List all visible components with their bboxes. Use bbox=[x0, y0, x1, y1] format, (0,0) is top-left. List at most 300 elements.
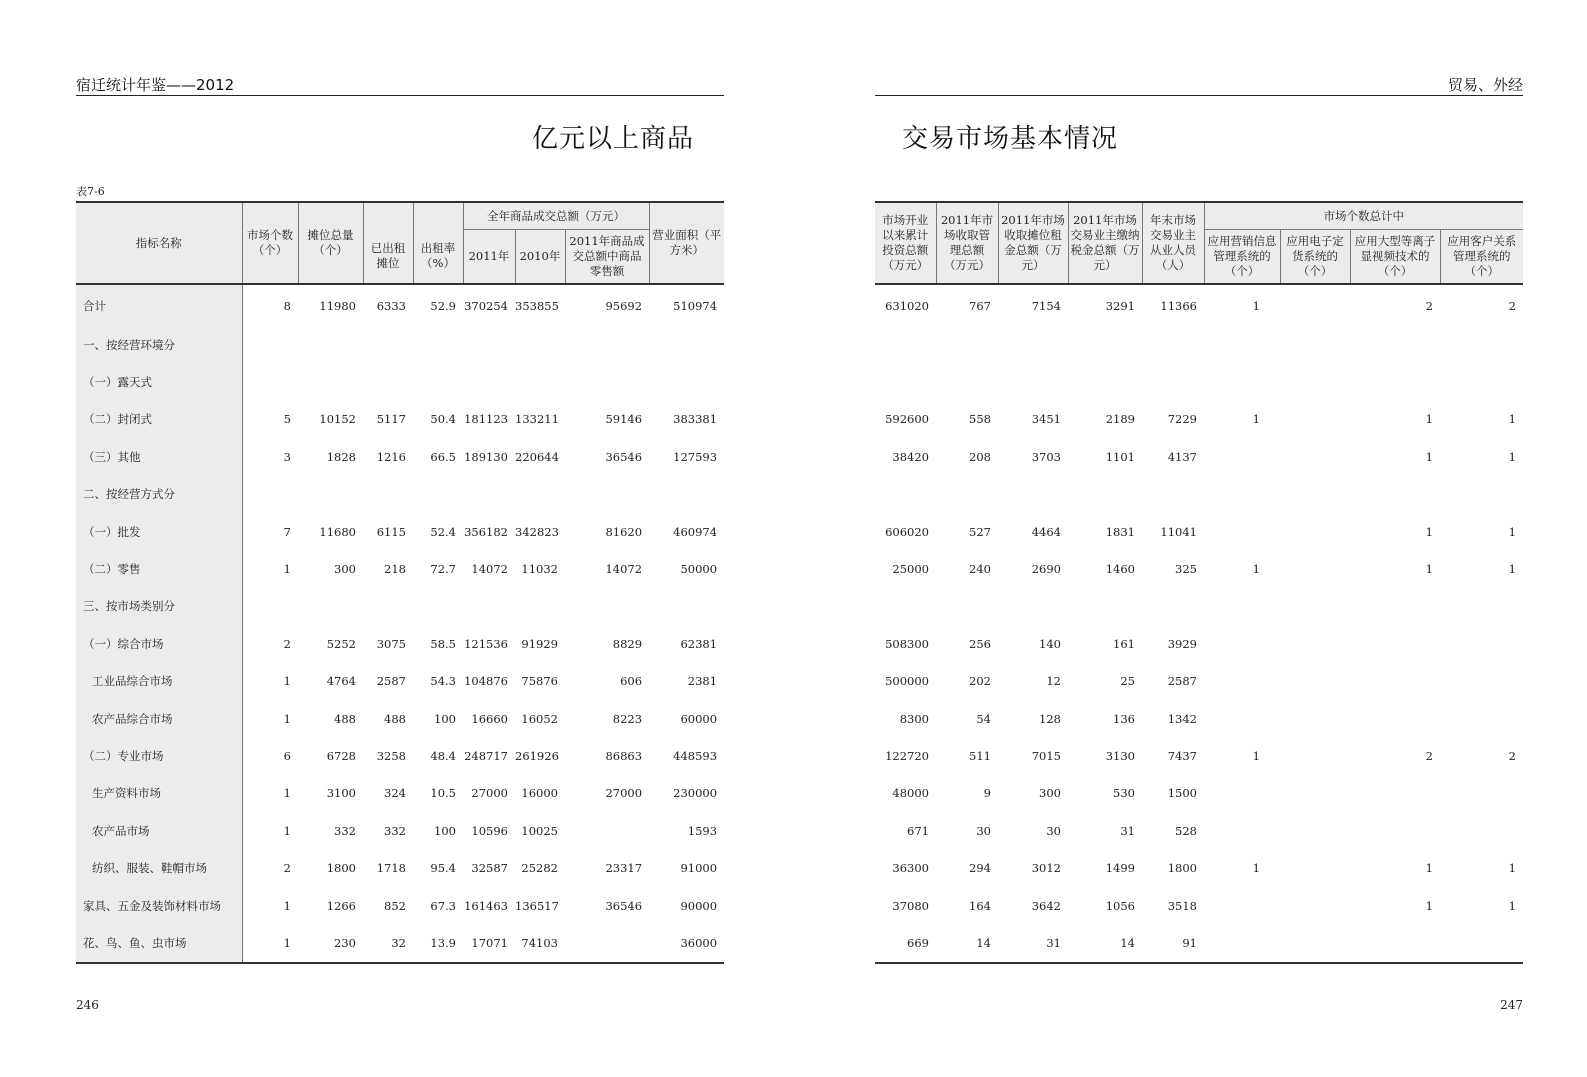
table-cell bbox=[1440, 588, 1523, 625]
table-cell: 50.4 bbox=[430, 412, 456, 427]
table-cell: 1499 bbox=[1105, 861, 1135, 876]
table-cell: 527 bbox=[969, 524, 991, 539]
table-cell bbox=[298, 326, 363, 363]
table-cell bbox=[298, 363, 363, 400]
table-cell: 511 bbox=[969, 748, 991, 763]
table-cell: 48000 bbox=[892, 786, 929, 801]
table-cell bbox=[363, 476, 413, 513]
table-cell bbox=[1280, 625, 1350, 662]
table-cell: 1216 bbox=[376, 449, 406, 464]
header-e-order: 应用电子定货系统的（个） bbox=[1280, 230, 1350, 285]
table-cell: 852 bbox=[384, 898, 406, 913]
table-cell: 136517 bbox=[515, 898, 559, 913]
table-cell: 30 bbox=[1046, 823, 1061, 838]
table-cell bbox=[1280, 775, 1350, 812]
table-cell bbox=[649, 363, 724, 400]
table-cell: 95692 bbox=[605, 298, 643, 313]
table-cell: 248717 bbox=[464, 748, 508, 763]
table-cell bbox=[1204, 887, 1280, 924]
table-row bbox=[76, 737, 724, 774]
table-cell: 16052 bbox=[521, 711, 558, 726]
header-investment: 市场开业以来累计投资总额（万元） bbox=[875, 202, 936, 284]
table-row bbox=[875, 438, 1523, 475]
table-cell bbox=[1204, 513, 1280, 550]
table-cell: 121536 bbox=[464, 636, 508, 651]
table-cell bbox=[998, 363, 1068, 400]
table-cell bbox=[1350, 476, 1440, 513]
table-row bbox=[76, 812, 724, 849]
table-row bbox=[76, 775, 724, 812]
table-row bbox=[875, 775, 1523, 812]
table-cell: 8223 bbox=[612, 711, 643, 726]
header-staff: 年末市场交易业主从业人员（人） bbox=[1142, 202, 1204, 284]
table-cell: 3258 bbox=[376, 748, 406, 763]
table-row bbox=[76, 625, 724, 662]
header-2011: 2011年 bbox=[463, 230, 515, 285]
table-cell: 508300 bbox=[885, 636, 929, 651]
table-row bbox=[875, 625, 1523, 662]
table-cell bbox=[1350, 326, 1440, 363]
table-cell bbox=[298, 588, 363, 625]
left-page bbox=[76, 0, 724, 1077]
table-cell: 100 bbox=[434, 711, 456, 726]
table-cell bbox=[1350, 700, 1440, 737]
table-cell: 220644 bbox=[515, 449, 559, 464]
table-cell bbox=[1350, 588, 1440, 625]
table-cell bbox=[515, 588, 565, 625]
table-row bbox=[875, 924, 1523, 962]
table-cell: 1 bbox=[1252, 748, 1260, 763]
row-label: 花、鸟、鱼、虫市场 bbox=[76, 924, 242, 962]
table-cell bbox=[1280, 700, 1350, 737]
table-cell bbox=[998, 588, 1068, 625]
table-cell: 4764 bbox=[326, 674, 356, 689]
table-cell: 300 bbox=[334, 562, 356, 577]
table-cell: 10596 bbox=[471, 823, 508, 838]
table-cell: 11680 bbox=[319, 524, 356, 539]
table-cell: 54 bbox=[976, 711, 991, 726]
table-cell: 332 bbox=[334, 823, 356, 838]
table-cell bbox=[875, 326, 936, 363]
table-cell bbox=[1440, 326, 1523, 363]
table-cell: 671 bbox=[907, 823, 929, 838]
table-cell: 181123 bbox=[464, 412, 508, 427]
header-count-group: 市场个数总计中 bbox=[1204, 202, 1523, 230]
table-cell bbox=[242, 588, 298, 625]
table-cell: 25 bbox=[1120, 674, 1135, 689]
table-cell bbox=[1142, 326, 1204, 363]
table-cell: 8300 bbox=[899, 711, 929, 726]
table-cell: 3130 bbox=[1105, 748, 1135, 763]
table-cell: 23317 bbox=[605, 861, 643, 876]
table-cell: 54.3 bbox=[430, 674, 456, 689]
table-cell bbox=[1204, 326, 1280, 363]
table-cell: 353855 bbox=[515, 298, 559, 313]
table-cell: 27000 bbox=[471, 786, 508, 801]
header-rule-right bbox=[875, 95, 1523, 96]
table-cell bbox=[463, 588, 515, 625]
table-cell: 2587 bbox=[376, 674, 406, 689]
table-cell: 460974 bbox=[673, 524, 718, 539]
table-cell: 218 bbox=[384, 562, 406, 577]
table-cell bbox=[298, 476, 363, 513]
table-cell bbox=[242, 476, 298, 513]
table-cell: 2381 bbox=[687, 674, 718, 689]
table-cell bbox=[565, 812, 649, 849]
table-row bbox=[875, 326, 1523, 363]
table-cell bbox=[1204, 625, 1280, 662]
right-page bbox=[875, 0, 1523, 1077]
table-cell: 5 bbox=[283, 412, 291, 427]
row-label: （三）其他 bbox=[76, 438, 242, 475]
table-cell: 104876 bbox=[464, 674, 508, 689]
row-label: （二）封闭式 bbox=[76, 401, 242, 438]
table-cell bbox=[1280, 849, 1350, 886]
table-cell bbox=[463, 476, 515, 513]
table-cell: 6 bbox=[283, 748, 291, 763]
table-cell: 1 bbox=[1508, 412, 1516, 427]
row-label: 三、按市场类别分 bbox=[76, 588, 242, 625]
table-cell: 202 bbox=[969, 674, 991, 689]
table-cell: 36546 bbox=[605, 898, 643, 913]
table-cell: 11366 bbox=[1160, 298, 1197, 313]
table-cell: 256 bbox=[969, 636, 991, 651]
table-cell: 592600 bbox=[885, 412, 929, 427]
table-cell: 91 bbox=[1142, 924, 1204, 962]
table-cell: 11980 bbox=[319, 298, 356, 313]
row-label: 合计 bbox=[76, 284, 242, 326]
header-video: 应用大型等离子显视频技术的（个） bbox=[1350, 230, 1440, 285]
table-cell: 67.3 bbox=[430, 898, 456, 913]
table-cell bbox=[1350, 663, 1440, 700]
table-cell bbox=[1440, 363, 1523, 400]
row-label: （二）零售 bbox=[76, 550, 242, 587]
table-cell bbox=[936, 363, 998, 400]
table-row bbox=[76, 401, 724, 438]
table-cell: 294 bbox=[969, 861, 991, 876]
table-cell: 1 bbox=[283, 898, 291, 913]
table-cell: 1 bbox=[1425, 861, 1433, 876]
table-cell bbox=[1204, 588, 1280, 625]
table-cell: 324 bbox=[384, 786, 406, 801]
table-cell bbox=[1280, 737, 1350, 774]
table-cell: 189130 bbox=[464, 449, 508, 464]
table-cell bbox=[1204, 924, 1280, 962]
table-cell: 2 bbox=[1425, 298, 1433, 313]
table-cell: 230 bbox=[298, 924, 363, 962]
table-cell: 7015 bbox=[1031, 748, 1061, 763]
table-cell: 91000 bbox=[680, 861, 718, 876]
table-cell: 11041 bbox=[1160, 524, 1197, 539]
table-cell bbox=[1204, 775, 1280, 812]
table-cell: 1500 bbox=[1167, 786, 1197, 801]
table-cell bbox=[1068, 363, 1142, 400]
table-cell: 356182 bbox=[464, 524, 508, 539]
table-row bbox=[76, 513, 724, 550]
table-cell: 13.9 bbox=[413, 924, 463, 962]
table-cell: 7154 bbox=[1031, 298, 1061, 313]
row-label: 二、按经营方式分 bbox=[76, 476, 242, 513]
table-cell bbox=[1204, 663, 1280, 700]
table-row bbox=[875, 284, 1523, 326]
table-row bbox=[875, 887, 1523, 924]
table-cell bbox=[1440, 625, 1523, 662]
table-cell bbox=[1440, 700, 1523, 737]
table-cell bbox=[1280, 326, 1350, 363]
table-cell: 1593 bbox=[687, 823, 718, 838]
table-cell: 7437 bbox=[1167, 748, 1197, 763]
table-cell bbox=[1280, 550, 1350, 587]
table-cell: 3929 bbox=[1167, 636, 1197, 651]
table-cell bbox=[936, 326, 998, 363]
table-cell: 12 bbox=[1046, 674, 1061, 689]
table-cell: 161 bbox=[1113, 636, 1135, 651]
table-cell bbox=[1350, 625, 1440, 662]
table-cell: 25000 bbox=[892, 562, 929, 577]
header-stalls-total: 摊位总量（个） bbox=[298, 202, 363, 284]
table-cell: 767 bbox=[969, 298, 991, 313]
row-label: 纺织、服装、鞋帽市场 bbox=[76, 849, 242, 886]
table-row bbox=[76, 326, 724, 363]
table-cell: 1 bbox=[1508, 524, 1516, 539]
table-cell bbox=[1280, 588, 1350, 625]
table-cell: 1 bbox=[1252, 412, 1260, 427]
table-cell bbox=[1280, 812, 1350, 849]
table-cell: 5252 bbox=[326, 636, 356, 651]
table-cell: 90000 bbox=[680, 898, 718, 913]
table-cell: 2587 bbox=[1167, 674, 1197, 689]
table-row bbox=[875, 401, 1523, 438]
table-cell bbox=[1204, 812, 1280, 849]
table-row bbox=[76, 663, 724, 700]
table-cell bbox=[1440, 775, 1523, 812]
table-cell bbox=[1280, 476, 1350, 513]
table-cell: 2 bbox=[1508, 748, 1516, 763]
table-cell: 669 bbox=[875, 924, 936, 962]
table-cell: 27000 bbox=[605, 786, 643, 801]
table-cell: 1266 bbox=[326, 898, 356, 913]
row-label: 农产品市场 bbox=[76, 812, 242, 849]
table-cell: 1 bbox=[283, 674, 291, 689]
row-label: 家具、五金及装饰材料市场 bbox=[76, 887, 242, 924]
table-cell: 3075 bbox=[376, 636, 406, 651]
table-cell: 14 bbox=[1068, 924, 1142, 962]
table-cell bbox=[242, 363, 298, 400]
header-rent-total: 2011年市场收取摊位租金总额（万元） bbox=[998, 202, 1068, 284]
table-cell bbox=[649, 588, 724, 625]
table-cell: 50000 bbox=[680, 562, 718, 577]
table-cell: 261926 bbox=[515, 748, 559, 763]
table-cell: 1 bbox=[1425, 412, 1433, 427]
table-cell: 74103 bbox=[515, 924, 565, 962]
table-cell: 530 bbox=[1113, 786, 1135, 801]
header-retail-2011: 2011年商品成交总额中商品零售额 bbox=[565, 230, 649, 285]
table-cell: 1 bbox=[1508, 898, 1516, 913]
table-cell: 62381 bbox=[680, 636, 718, 651]
table-number: 表7-6 bbox=[76, 185, 105, 198]
table-cell: 25282 bbox=[521, 861, 558, 876]
table-cell bbox=[1280, 438, 1350, 475]
table-cell: 3 bbox=[283, 449, 291, 464]
table-cell bbox=[515, 476, 565, 513]
table-cell: 14072 bbox=[471, 562, 508, 577]
table-cell: 140 bbox=[1039, 636, 1061, 651]
table-cell: 14 bbox=[936, 924, 998, 962]
table-cell: 100 bbox=[434, 823, 456, 838]
table-cell bbox=[936, 476, 998, 513]
table-cell: 1 bbox=[1425, 449, 1433, 464]
table-cell: 38420 bbox=[892, 449, 929, 464]
table-cell: 528 bbox=[1175, 823, 1197, 838]
table-cell: 1 bbox=[283, 823, 291, 838]
table-cell: 1056 bbox=[1105, 898, 1135, 913]
table-cell bbox=[1068, 476, 1142, 513]
table-row bbox=[76, 550, 724, 587]
header-2010: 2010年 bbox=[515, 230, 565, 285]
table-cell bbox=[649, 476, 724, 513]
table-cell: 66.5 bbox=[430, 449, 456, 464]
table-cell bbox=[363, 588, 413, 625]
table-cell: 1 bbox=[1508, 861, 1516, 876]
table-cell bbox=[413, 326, 463, 363]
table-cell bbox=[1204, 438, 1280, 475]
table-cell bbox=[1440, 812, 1523, 849]
table-cell: 10025 bbox=[521, 823, 558, 838]
table-cell: 17071 bbox=[463, 924, 515, 962]
table-cell: 1 bbox=[283, 786, 291, 801]
header-marketing-sys: 应用营销信息管理系统的（个） bbox=[1204, 230, 1280, 285]
table-cell: 1 bbox=[1508, 449, 1516, 464]
table-cell: 11032 bbox=[521, 562, 558, 577]
table-cell: 128 bbox=[1039, 711, 1061, 726]
table-cell: 161463 bbox=[464, 898, 508, 913]
table-cell bbox=[565, 363, 649, 400]
table-cell: 75876 bbox=[521, 674, 558, 689]
table-cell bbox=[1350, 924, 1440, 962]
table-cell: 32 bbox=[363, 924, 413, 962]
table-cell bbox=[1280, 363, 1350, 400]
table-cell: 95.4 bbox=[430, 861, 456, 876]
table-row bbox=[875, 588, 1523, 625]
table-cell bbox=[1280, 401, 1350, 438]
table-cell: 16660 bbox=[471, 711, 508, 726]
table-cell: 558 bbox=[969, 412, 991, 427]
table-cell bbox=[1142, 476, 1204, 513]
table-row bbox=[76, 284, 724, 326]
table-cell: 240 bbox=[969, 562, 991, 577]
table-cell: 86863 bbox=[605, 748, 643, 763]
table-cell bbox=[1068, 588, 1142, 625]
table-cell bbox=[649, 326, 724, 363]
table-cell: 10.5 bbox=[430, 786, 456, 801]
table-cell: 383381 bbox=[673, 412, 718, 427]
table-cell: 59146 bbox=[605, 412, 643, 427]
table-cell: 1 bbox=[1252, 298, 1260, 313]
table-cell bbox=[1142, 588, 1204, 625]
table-row bbox=[875, 849, 1523, 886]
table-cell: 48.4 bbox=[430, 748, 456, 763]
table-cell: 208 bbox=[969, 449, 991, 464]
table-row bbox=[76, 849, 724, 886]
page-number-right: 247 bbox=[1500, 998, 1523, 1012]
table-cell: 606020 bbox=[885, 524, 929, 539]
table-cell: 606 bbox=[620, 674, 643, 689]
header-rent-rate: 出租率（%） bbox=[413, 202, 463, 284]
table-cell: 6333 bbox=[376, 298, 406, 313]
table-cell: 10152 bbox=[319, 412, 356, 427]
table-cell: 7229 bbox=[1167, 412, 1197, 427]
table-row bbox=[875, 550, 1523, 587]
table-cell: 52.9 bbox=[430, 298, 456, 313]
table-cell: 1800 bbox=[1167, 861, 1197, 876]
table-cell: 1 bbox=[242, 924, 298, 962]
table-cell: 488 bbox=[384, 711, 406, 726]
table-cell: 1 bbox=[1508, 562, 1516, 577]
table-cell: 500000 bbox=[885, 674, 929, 689]
table-row bbox=[76, 476, 724, 513]
table-row bbox=[76, 887, 724, 924]
row-label: （一）露天式 bbox=[76, 363, 242, 400]
table-cell: 9 bbox=[983, 786, 991, 801]
table-cell: 1 bbox=[1425, 562, 1433, 577]
right-data-table bbox=[875, 201, 1523, 964]
table-cell bbox=[1350, 363, 1440, 400]
table-row bbox=[875, 737, 1523, 774]
table-cell: 488 bbox=[334, 711, 356, 726]
table-cell bbox=[463, 363, 515, 400]
table-cell: 2 bbox=[1508, 298, 1516, 313]
table-cell bbox=[875, 476, 936, 513]
header-mgmt-fee: 2011年市场收取管理总额（万元） bbox=[936, 202, 998, 284]
table-cell bbox=[565, 326, 649, 363]
header-tax-total: 2011年市场交易业主缴纳税金总额（万元） bbox=[1068, 202, 1142, 284]
table-cell: 5117 bbox=[376, 412, 406, 427]
table-cell: 325 bbox=[1175, 562, 1197, 577]
table-cell: 32587 bbox=[471, 861, 508, 876]
table-cell bbox=[565, 476, 649, 513]
header-name: 指标名称 bbox=[76, 202, 242, 284]
table-cell bbox=[363, 326, 413, 363]
table-cell: 1 bbox=[283, 562, 291, 577]
row-label: 工业品综合市场 bbox=[76, 663, 242, 700]
table-cell: 31 bbox=[1120, 823, 1135, 838]
header-rule-left bbox=[76, 95, 724, 96]
table-cell bbox=[1204, 476, 1280, 513]
table-cell: 52.4 bbox=[430, 524, 456, 539]
table-cell bbox=[565, 588, 649, 625]
table-cell: 81620 bbox=[605, 524, 643, 539]
table-cell: 1 bbox=[283, 711, 291, 726]
row-label: 生产资料市场 bbox=[76, 775, 242, 812]
table-cell: 31 bbox=[998, 924, 1068, 962]
table-row bbox=[875, 513, 1523, 550]
table-row bbox=[76, 438, 724, 475]
table-row bbox=[76, 363, 724, 400]
table-cell bbox=[242, 326, 298, 363]
table-cell: 3451 bbox=[1031, 412, 1061, 427]
table-cell: 3518 bbox=[1167, 898, 1197, 913]
table-cell bbox=[1204, 363, 1280, 400]
table-cell: 30 bbox=[976, 823, 991, 838]
table-cell: 6115 bbox=[376, 524, 406, 539]
table-cell: 127593 bbox=[673, 449, 718, 464]
table-cell: 1 bbox=[1425, 524, 1433, 539]
table-cell: 1718 bbox=[376, 861, 406, 876]
table-cell: 91929 bbox=[521, 636, 558, 651]
table-cell: 2 bbox=[283, 861, 291, 876]
table-row bbox=[875, 700, 1523, 737]
header-markets: 市场个数（个） bbox=[242, 202, 298, 284]
